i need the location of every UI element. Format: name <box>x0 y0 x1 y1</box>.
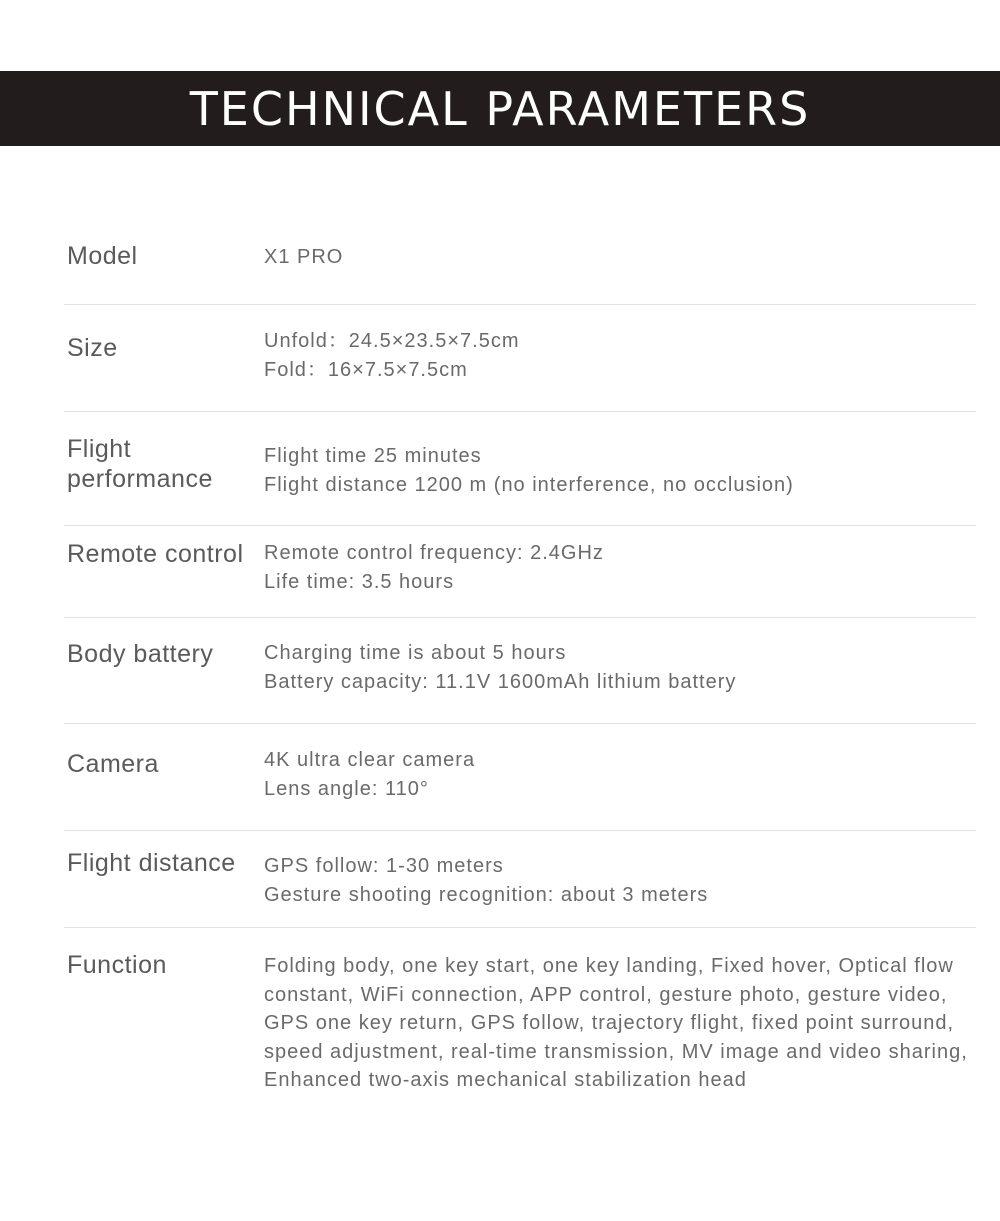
spec-value: Charging time is about 5 hours <box>264 642 567 664</box>
spec-label: Model <box>67 242 138 270</box>
spec-values <box>264 746 976 803</box>
spec-value: 4K ultra clear camera <box>264 749 476 771</box>
spec-row-flight-performance <box>64 412 976 526</box>
spec-value: Flight distance 1200 m (no interference, no occlusion) <box>264 473 794 496</box>
spec-values <box>264 539 976 596</box>
spec-value: Folding body, one key start, one key landing, Fixed hover, Optical flow constant, WiFi connection, APP control, gesture photo, gesture video, GPS one key return, GPS follow, trajectory flight, fixed point surround, speed adjustment, real-time transmission, MV image and video sharing, Enhanced two-axis mechanical stabilization head <box>264 955 968 1091</box>
spec-values <box>264 952 969 1095</box>
spec-value: Battery capacity: 11.1V 1600mAh lithium battery <box>264 670 737 693</box>
spec-values <box>264 442 976 499</box>
spec-value: Unfold：24.5×23.5×7.5cm <box>264 330 520 352</box>
spec-row-size <box>64 305 976 412</box>
spec-label: Flight performance <box>67 435 213 493</box>
spec-row-function <box>64 928 976 1138</box>
spec-values <box>264 243 976 272</box>
spec-value: Lens angle: 110° <box>264 777 429 800</box>
spec-values <box>264 327 976 384</box>
spec-values <box>264 852 976 909</box>
spec-table <box>64 198 976 1138</box>
spec-label: Flight distance <box>67 849 236 877</box>
header-banner <box>0 71 1000 146</box>
page-title: TECHNICAL PARAMETERS <box>189 81 811 136</box>
spec-label: Camera <box>67 750 159 778</box>
spec-label: Function <box>67 951 167 979</box>
spec-value: X1 PRO <box>264 246 344 268</box>
spec-label: Remote control <box>67 540 244 568</box>
spec-value: Fold：16×7.5×7.5cm <box>264 358 468 381</box>
spec-label: Body battery <box>67 640 214 668</box>
spec-row-remote-control <box>64 526 976 618</box>
spec-value: GPS follow: 1-30 meters <box>264 855 504 877</box>
spec-value: Remote control frequency: 2.4GHz <box>264 542 604 564</box>
spec-value: Life time: 3.5 hours <box>264 570 455 593</box>
spec-row-body-battery <box>64 618 976 724</box>
spec-row-model <box>64 198 976 305</box>
spec-value: Flight time 25 minutes <box>264 445 482 467</box>
spec-value: Gesture shooting recognition: about 3 meters <box>264 883 709 906</box>
spec-row-flight-distance <box>64 831 976 928</box>
spec-values <box>264 639 976 696</box>
spec-row-camera <box>64 724 976 831</box>
spec-label: Size <box>67 334 118 362</box>
